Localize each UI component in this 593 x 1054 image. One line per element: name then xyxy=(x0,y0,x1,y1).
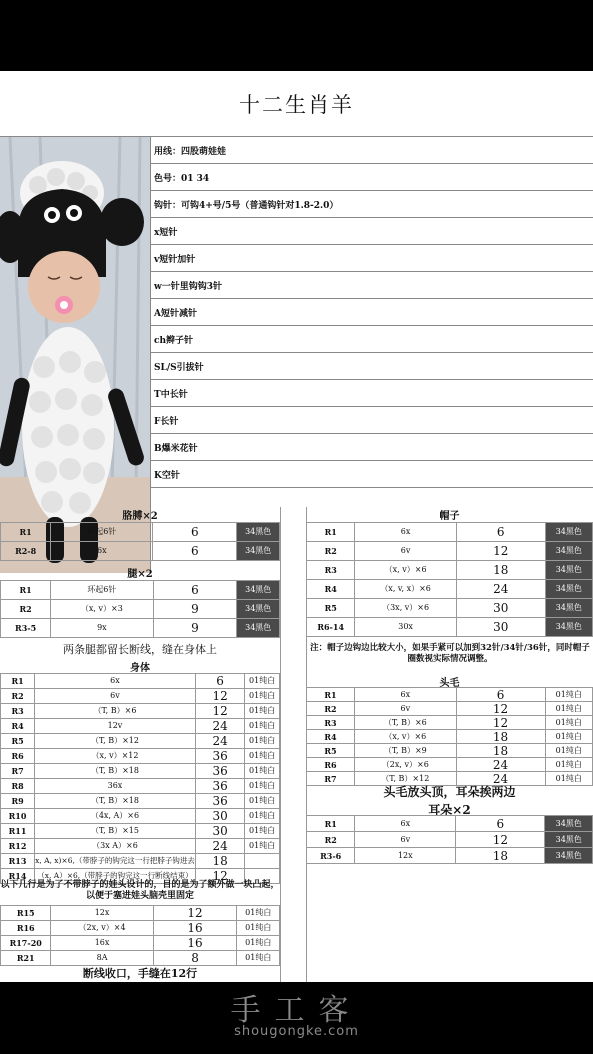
table-row xyxy=(307,772,593,786)
round-cell: R2 xyxy=(307,542,355,561)
hat-note: 注：帽子边钩边比较大小，如果手紧可以加到32针/34针/36针，同时帽子圈数视实际情况调整。 xyxy=(310,643,590,664)
round-cell: R3 xyxy=(1,704,35,719)
color-cell: 01纯白 xyxy=(245,764,280,779)
color-cell: 34黑色 xyxy=(237,581,280,600)
stitch-cell: 8A xyxy=(51,951,153,966)
column-divider xyxy=(306,507,307,982)
color-cell: 34黑色 xyxy=(545,561,592,580)
count-cell: 6 xyxy=(153,542,237,561)
round-cell: R2 xyxy=(307,832,355,848)
stitch-cell: （T, B）×6 xyxy=(35,704,196,719)
round-cell: R2 xyxy=(307,702,355,716)
color-cell: 34黑色 xyxy=(237,523,280,542)
stitch-cell: （T, B）×12 xyxy=(35,734,196,749)
table-row xyxy=(307,702,593,716)
watermark-url: shougongke.com xyxy=(234,1024,359,1039)
count-cell: 30 xyxy=(456,599,545,618)
table-row xyxy=(1,794,280,809)
stitch-cell: （T, B）×6 xyxy=(355,716,457,730)
hair-title: 头毛 xyxy=(439,678,460,689)
round-cell: R1 xyxy=(1,523,51,542)
count-cell: 24 xyxy=(195,734,244,749)
table-row xyxy=(307,744,593,758)
table-row xyxy=(1,600,280,619)
count-cell: 18 xyxy=(456,744,545,758)
table-row xyxy=(307,523,593,542)
stitch-cell: （4x, A）×6 xyxy=(35,809,196,824)
count-cell: 30 xyxy=(456,618,545,637)
stitch-cell: 16x xyxy=(51,936,153,951)
info-row: 色号：01 34 xyxy=(150,164,593,191)
table-row xyxy=(1,921,280,936)
count-cell: 12 xyxy=(456,716,545,730)
table-row xyxy=(307,848,593,864)
table-row xyxy=(1,749,280,764)
table-row xyxy=(1,719,280,734)
stitch-cell: 30x xyxy=(355,618,456,637)
round-cell: R2 xyxy=(1,689,35,704)
round-cell: R6-14 xyxy=(307,618,355,637)
info-row: T中长针 xyxy=(150,380,593,407)
body-table xyxy=(0,673,280,884)
stitch-cell: 36x xyxy=(35,779,196,794)
ears-table xyxy=(306,815,593,864)
round-cell: R15 xyxy=(1,906,51,921)
round-cell: R1 xyxy=(307,523,355,542)
table-row xyxy=(307,599,593,618)
count-cell: 6 xyxy=(153,581,237,600)
table-row xyxy=(307,832,593,848)
color-cell: 34黑色 xyxy=(237,600,280,619)
round-cell: R10 xyxy=(1,809,35,824)
stitch-cell: （3x A）×6 xyxy=(35,839,196,854)
round-cell: R5 xyxy=(307,744,355,758)
stitch-cell: 12x xyxy=(355,848,456,864)
pattern-sheet xyxy=(0,71,593,982)
info-row: SL/S引拔针 xyxy=(150,353,593,380)
color-cell: 34黑色 xyxy=(545,599,592,618)
count-cell: 9 xyxy=(153,619,237,638)
color-cell: 01纯白 xyxy=(245,689,280,704)
info-row: F长针 xyxy=(150,407,593,434)
round-cell: R4 xyxy=(307,580,355,599)
color-cell: 01纯白 xyxy=(545,744,592,758)
stitch-cell: （x, v）×3 xyxy=(51,600,153,619)
arms-table xyxy=(0,522,280,561)
body-note: 以下几行是为了不带脖子的娃头设计的，目的是为了额外做一块凸起，以便于塞进娃头脑壳里固定 xyxy=(0,880,280,902)
stitch-cell: （x, v）×12 xyxy=(35,749,196,764)
round-cell: R3-5 xyxy=(1,619,51,638)
round-cell: R1 xyxy=(307,816,355,832)
round-cell: R4 xyxy=(1,719,35,734)
color-cell xyxy=(245,854,280,869)
stitch-cell: 6v xyxy=(355,832,456,848)
legs-note: 两条腿都留长断线，缝在身体上 xyxy=(63,643,217,656)
stitch-cell: 6x xyxy=(355,523,456,542)
stitch-cell: 环起6针 xyxy=(51,581,153,600)
color-cell: 01纯白 xyxy=(245,719,280,734)
count-cell: 36 xyxy=(195,779,244,794)
arms-title: 胳膊×2 xyxy=(122,511,158,522)
hair-table xyxy=(306,687,593,786)
count-cell: 12 xyxy=(153,906,237,921)
color-cell: 01纯白 xyxy=(245,734,280,749)
color-cell: 34黑色 xyxy=(545,523,592,542)
count-cell: 12 xyxy=(195,869,244,884)
table-row xyxy=(1,581,280,600)
count-cell: 30 xyxy=(195,824,244,839)
table-row xyxy=(1,854,280,869)
table-row xyxy=(1,839,280,854)
stitch-cell: x, A, x)×6,（带脖子的钩完这一行把脖子钩进去 xyxy=(35,854,196,869)
stitch-cell: （T, B）×12 xyxy=(355,772,457,786)
color-cell: 01纯白 xyxy=(245,704,280,719)
color-cell: 01纯白 xyxy=(545,758,592,772)
color-cell: 01纯白 xyxy=(237,906,280,921)
stitch-cell: 12v xyxy=(35,719,196,734)
stitch-cell: 6v xyxy=(355,542,456,561)
body-title: 身体 xyxy=(130,663,150,674)
info-row: 钩针：可钩4+号/5号（普通钩针对1.8-2.0） xyxy=(150,191,593,218)
table-row xyxy=(307,561,593,580)
stitch-cell: 12x xyxy=(51,906,153,921)
table-row xyxy=(1,704,280,719)
count-cell: 24 xyxy=(456,758,545,772)
count-cell: 12 xyxy=(456,542,545,561)
info-row: 用线：四股萌娃娃 xyxy=(150,137,593,164)
stitch-cell: （2x, v）×6 xyxy=(355,758,457,772)
count-cell: 6 xyxy=(456,816,545,832)
table-row xyxy=(307,580,593,599)
info-row: v短针加针 xyxy=(150,245,593,272)
stitch-cell: （T, B）×18 xyxy=(35,794,196,809)
body-end-note: 断线收口，手缝在12行 xyxy=(82,967,198,980)
table-row xyxy=(1,824,280,839)
round-cell: R3-6 xyxy=(307,848,355,864)
count-cell: 16 xyxy=(153,936,237,951)
round-cell: R13 xyxy=(1,854,35,869)
table-row xyxy=(1,542,280,561)
stitch-cell: 9x xyxy=(51,619,153,638)
round-cell: R7 xyxy=(307,772,355,786)
round-cell: R9 xyxy=(1,794,35,809)
stitch-cell: 6x xyxy=(35,674,196,689)
table-row xyxy=(1,779,280,794)
color-cell: 01纯白 xyxy=(237,951,280,966)
stitch-cell: 6x xyxy=(51,542,153,561)
count-cell: 36 xyxy=(195,794,244,809)
info-row: w一针里钩钩3针 xyxy=(150,272,593,299)
table-row xyxy=(1,689,280,704)
table-row xyxy=(1,674,280,689)
round-cell: R12 xyxy=(1,839,35,854)
color-cell: 34黑色 xyxy=(545,816,593,832)
color-cell: 01纯白 xyxy=(245,779,280,794)
count-cell: 12 xyxy=(195,689,244,704)
color-cell: 01纯白 xyxy=(545,702,592,716)
color-cell: 01纯白 xyxy=(237,921,280,936)
materials-list xyxy=(150,137,593,488)
count-cell: 6 xyxy=(456,523,545,542)
stitch-cell: 6v xyxy=(35,689,196,704)
watermark-logo: 手工客 xyxy=(230,993,363,1028)
color-cell: 01纯白 xyxy=(545,730,592,744)
table-row xyxy=(307,758,593,772)
count-cell: 18 xyxy=(456,561,545,580)
color-cell: 01纯白 xyxy=(545,772,592,786)
round-cell: R1 xyxy=(307,688,355,702)
body-table-extra xyxy=(0,905,280,966)
count-cell: 36 xyxy=(195,764,244,779)
stitch-cell: （x, v）×6 xyxy=(355,561,456,580)
round-cell: R21 xyxy=(1,951,51,966)
color-cell: 34黑色 xyxy=(545,832,593,848)
round-cell: R3 xyxy=(307,561,355,580)
table-row xyxy=(1,619,280,638)
color-cell: 34黑色 xyxy=(545,618,592,637)
count-cell: 12 xyxy=(456,702,545,716)
count-cell: 24 xyxy=(195,839,244,854)
round-cell: R1 xyxy=(1,674,35,689)
info-row: K空针 xyxy=(150,461,593,488)
info-row: x短针 xyxy=(150,218,593,245)
hair-note: 头毛放头顶，耳朵挨两边 xyxy=(383,785,516,799)
count-cell: 16 xyxy=(153,921,237,936)
count-cell: 6 xyxy=(195,674,244,689)
count-cell: 18 xyxy=(456,730,545,744)
count-cell: 9 xyxy=(153,600,237,619)
count-cell: 24 xyxy=(456,580,545,599)
table-row xyxy=(307,542,593,561)
color-cell: 34黑色 xyxy=(237,619,280,638)
table-row xyxy=(1,764,280,779)
round-cell: R6 xyxy=(307,758,355,772)
round-cell: R3 xyxy=(307,716,355,730)
table-row xyxy=(1,523,280,542)
stitch-cell: （T, B）×15 xyxy=(35,824,196,839)
round-cell: R4 xyxy=(307,730,355,744)
color-cell: 01纯白 xyxy=(245,749,280,764)
info-row: ch辫子针 xyxy=(150,326,593,353)
color-cell: 01纯白 xyxy=(245,839,280,854)
round-cell: R7 xyxy=(1,764,35,779)
round-cell: R1 xyxy=(1,581,51,600)
stitch-cell: （x, A）×6,（带脖子的钩完这一行断线结束） xyxy=(35,869,196,884)
table-row xyxy=(1,734,280,749)
table-row xyxy=(1,951,280,966)
round-cell: R16 xyxy=(1,921,51,936)
table-row xyxy=(307,688,593,702)
stitch-cell: 环起6针 xyxy=(51,523,153,542)
table-row xyxy=(307,618,593,637)
table-row xyxy=(1,906,280,921)
count-cell: 12 xyxy=(195,704,244,719)
count-cell: 18 xyxy=(456,848,545,864)
count-cell: 6 xyxy=(456,688,545,702)
stitch-cell: （T, B）×9 xyxy=(355,744,457,758)
count-cell: 30 xyxy=(195,809,244,824)
stitch-cell: （2x, v）×4 xyxy=(51,921,153,936)
color-cell: 01纯白 xyxy=(245,794,280,809)
legs-table xyxy=(0,580,280,638)
stitch-cell: （T, B）×18 xyxy=(35,764,196,779)
page-title: 十二生肖羊 xyxy=(0,71,593,137)
count-cell: 6 xyxy=(153,523,237,542)
stitch-cell: （3x, v）×6 xyxy=(355,599,456,618)
round-cell: R6 xyxy=(1,749,35,764)
table-row xyxy=(1,809,280,824)
ears-title: 耳朵×2 xyxy=(428,803,471,817)
round-cell: R8 xyxy=(1,779,35,794)
table-row xyxy=(307,716,593,730)
round-cell: R5 xyxy=(1,734,35,749)
round-cell: R2-8 xyxy=(1,542,51,561)
round-cell: R14 xyxy=(1,869,35,884)
hat-table xyxy=(306,522,593,637)
table-row xyxy=(307,816,593,832)
count-cell: 24 xyxy=(456,772,545,786)
stitch-cell: 6x xyxy=(355,816,456,832)
count-cell: 12 xyxy=(456,832,545,848)
table-row xyxy=(1,936,280,951)
color-cell: 34黑色 xyxy=(545,848,593,864)
info-row: B爆米花针 xyxy=(150,434,593,461)
color-cell: 34黑色 xyxy=(545,542,592,561)
table-row xyxy=(307,730,593,744)
legs-title: 腿×2 xyxy=(127,569,153,580)
count-cell: 24 xyxy=(195,719,244,734)
count-cell: 36 xyxy=(195,749,244,764)
info-row: A短针减针 xyxy=(150,299,593,326)
color-cell: 34黑色 xyxy=(237,542,280,561)
column-divider xyxy=(280,507,281,982)
stitch-cell: 6x xyxy=(355,688,457,702)
color-cell: 01纯白 xyxy=(245,824,280,839)
stitch-cell: 6v xyxy=(355,702,457,716)
color-cell: 34黑色 xyxy=(545,580,592,599)
stitch-cell: （x, v）×6 xyxy=(355,730,457,744)
round-cell: R2 xyxy=(1,600,51,619)
color-cell: 01纯白 xyxy=(545,716,592,730)
count-cell: 8 xyxy=(153,951,237,966)
round-cell: R17-20 xyxy=(1,936,51,951)
round-cell: R11 xyxy=(1,824,35,839)
round-cell: R5 xyxy=(307,599,355,618)
color-cell: 01纯白 xyxy=(245,809,280,824)
color-cell: 01纯白 xyxy=(545,688,592,702)
stitch-cell: （x, v, x）×6 xyxy=(355,580,456,599)
color-cell: 01纯白 xyxy=(245,674,280,689)
color-cell: 01纯白 xyxy=(237,936,280,951)
count-cell: 18 xyxy=(195,854,244,869)
hat-title: 帽子 xyxy=(439,511,460,522)
